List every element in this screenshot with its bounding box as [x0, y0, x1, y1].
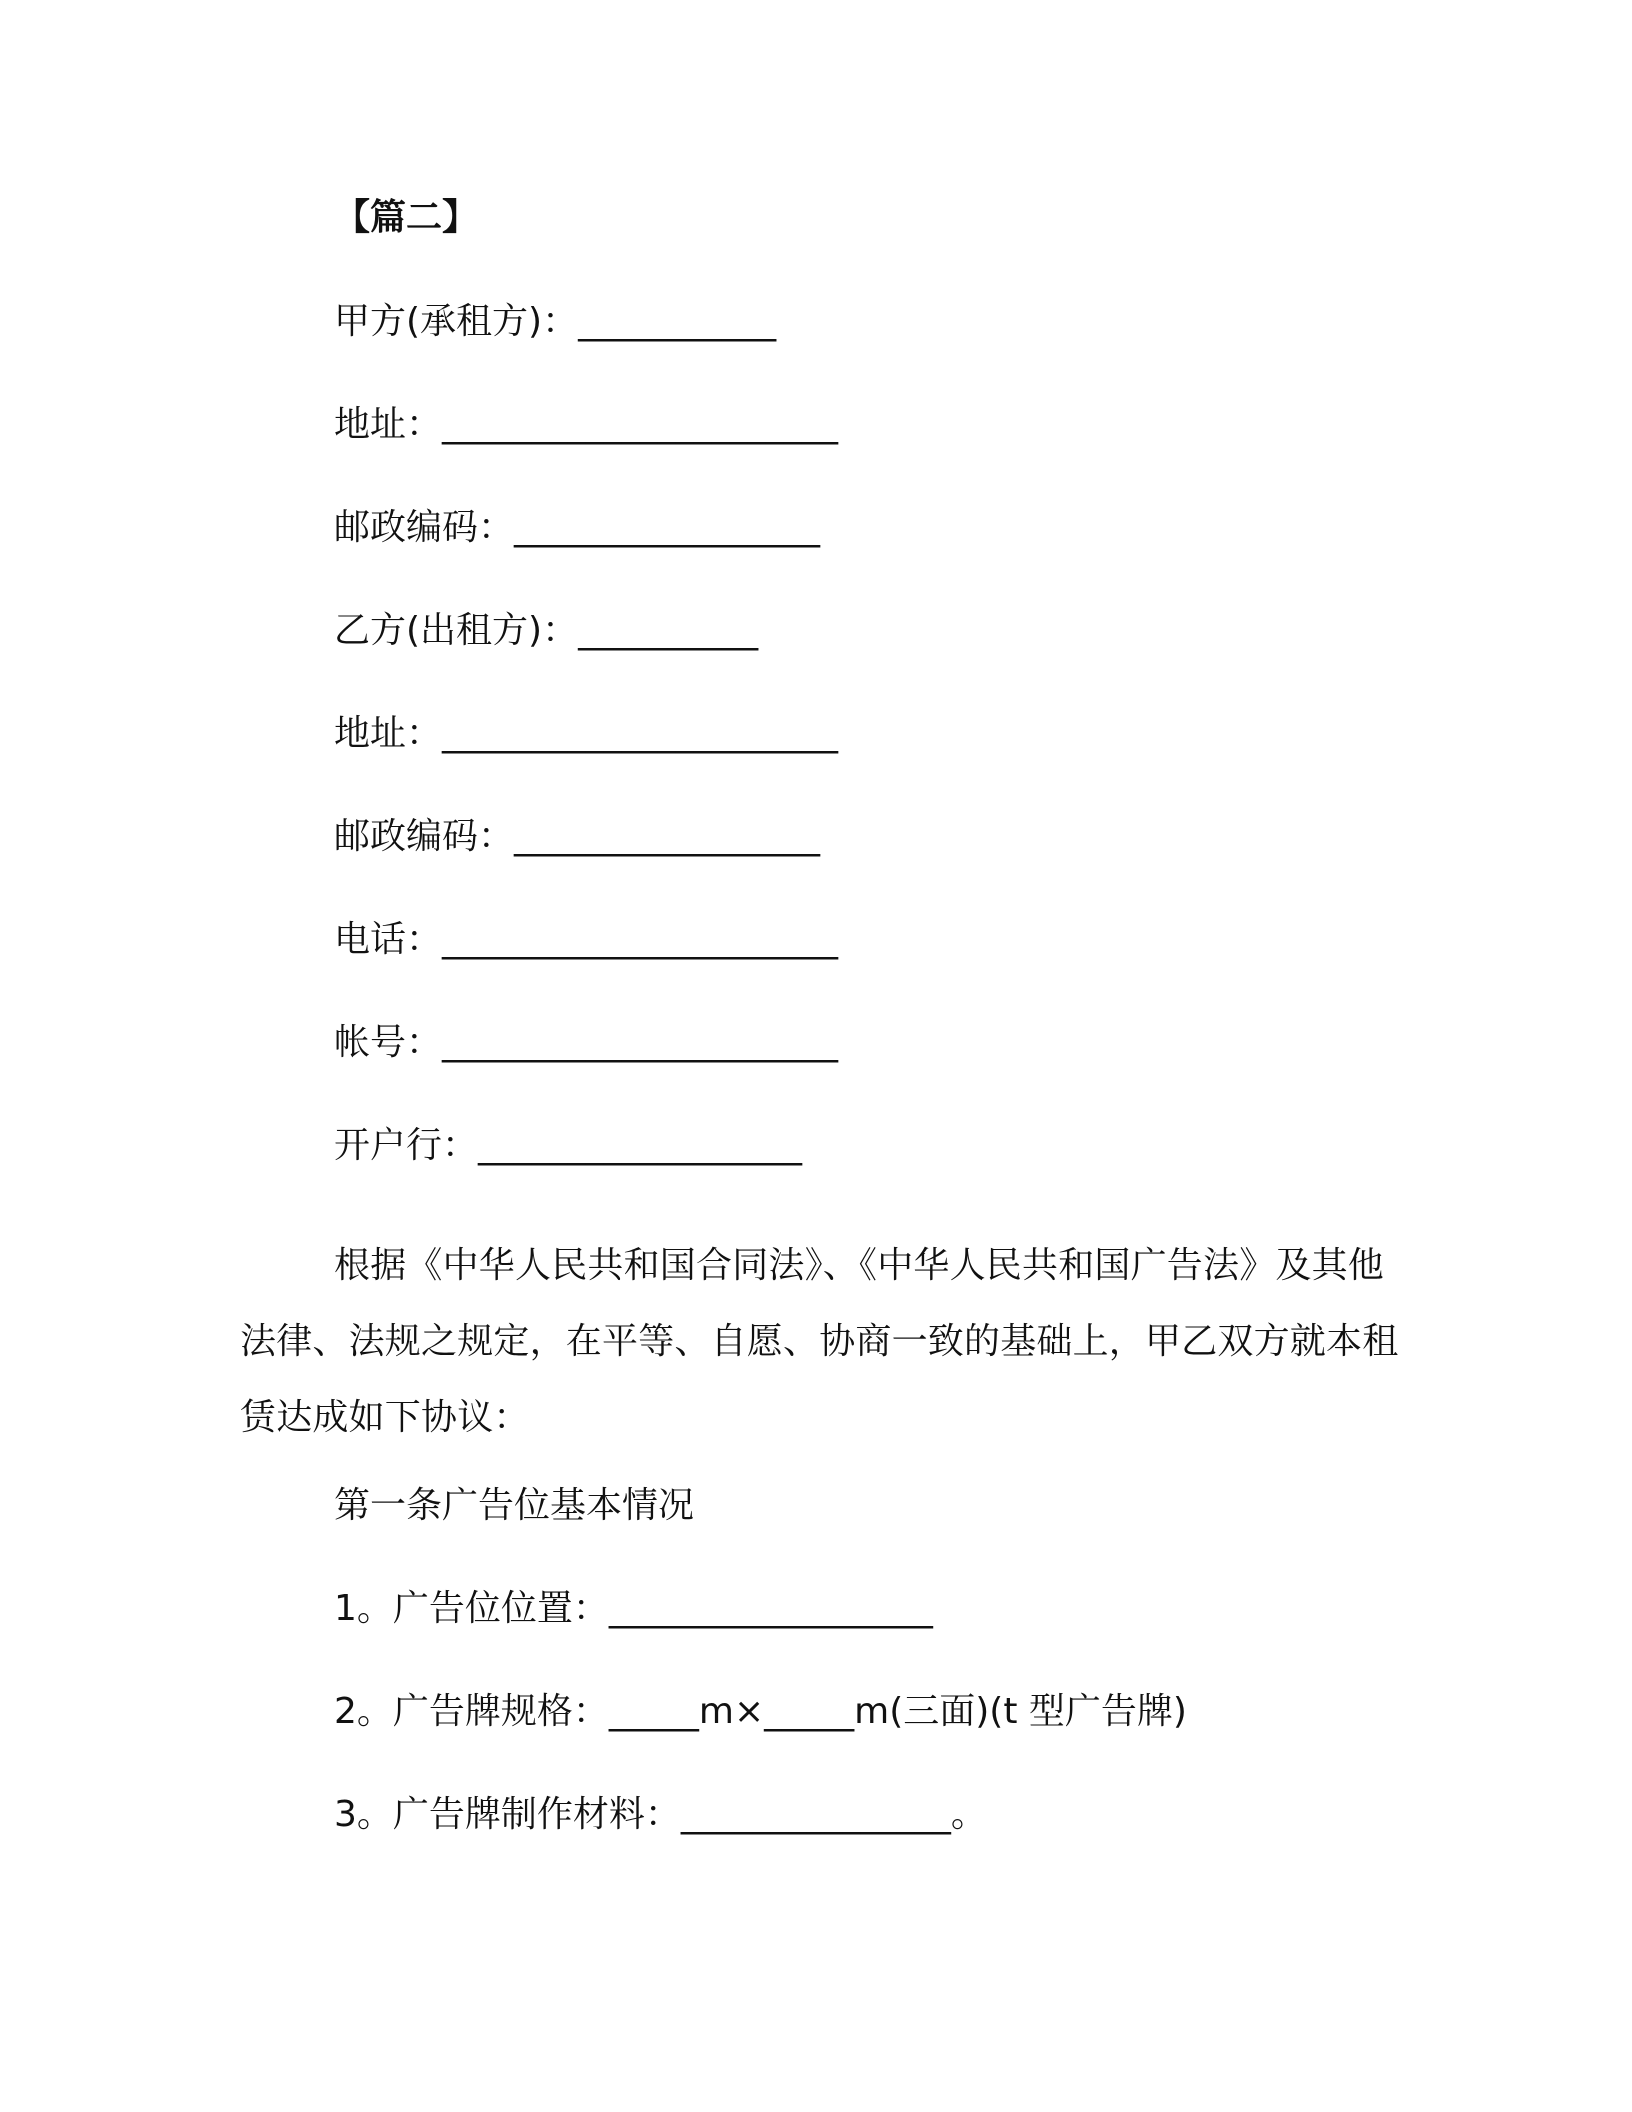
agreement-preamble: 根据《中华人民共和国合同法》、《中华人民共和国广告法》及其他法律、法规之规定，在平等、自愿、协商一致的基础上，甲乙双方就本租赁达成如下协议：: [240, 1245, 1399, 1438]
item-location: 1。广告位位置：__________________: [334, 1588, 933, 1629]
lessor-postcode-field: 邮政编码：_________________: [334, 816, 821, 857]
article-title: 第一条广告位基本情况: [334, 1485, 695, 1526]
account-number-field: 帐号：______________________: [334, 1022, 839, 1063]
lessee-address-field: 地址：______________________: [334, 404, 839, 445]
bank-field: 开户行：__________________: [334, 1125, 803, 1166]
lessee-name-field: 甲方(承租方)：___________: [334, 301, 777, 342]
item-material: 3。广告牌制作材料：_______________。: [334, 1794, 987, 1835]
item-size: 2。广告牌规格：_____m×_____m(三面)(t 型广告牌): [334, 1691, 1187, 1732]
lessor-address-field: 地址：______________________: [334, 713, 839, 754]
lessee-postcode-field: 邮政编码：_________________: [334, 507, 821, 548]
lessor-name-field: 乙方(出租方)：__________: [334, 610, 759, 651]
phone-field: 电话：______________________: [334, 919, 839, 960]
section-heading: 【篇二】: [334, 197, 479, 238]
